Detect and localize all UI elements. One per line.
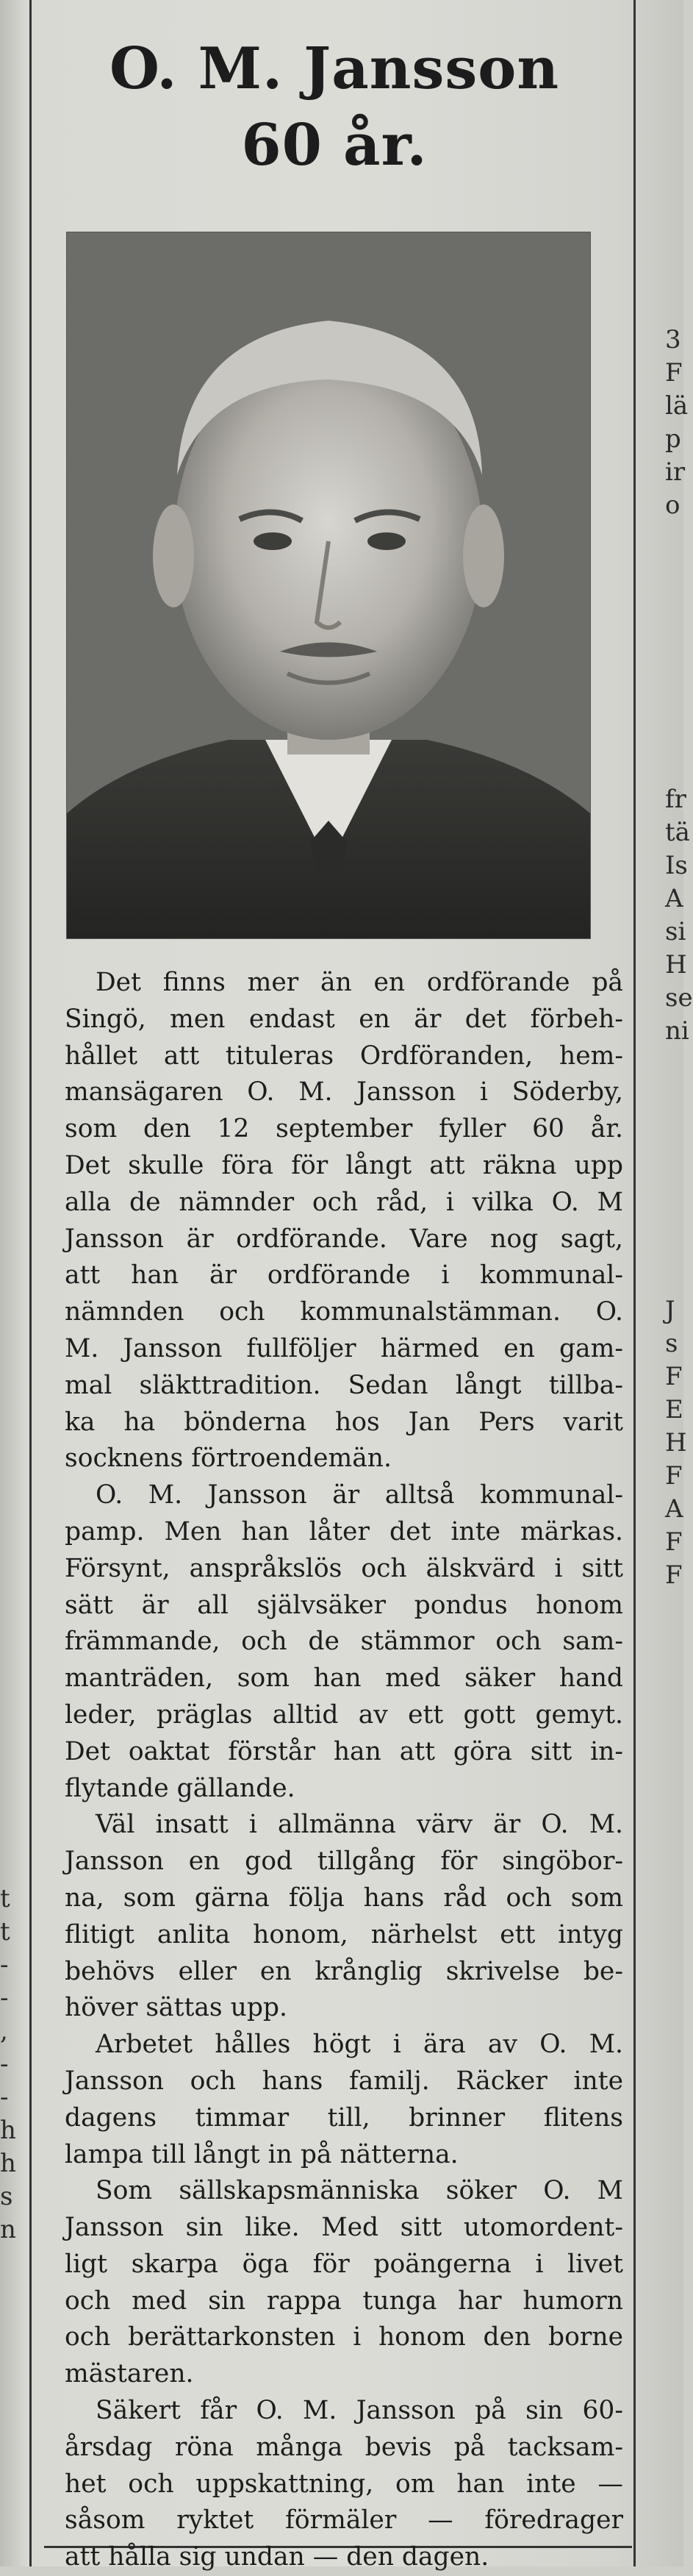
margin-glyph: ir [665,457,686,487]
text-line: Väl insatt i allmänna värv är O. M. [96,1810,623,1840]
text-line: mansägaren O. M. Jansson i Söderby, [65,1077,623,1107]
text-line: Det skulle föra för långt att räkna upp [65,1150,623,1180]
column-rule-left [29,0,32,2566]
text-line: Jansson är ordförande. Vare nog sagt, [65,1224,623,1254]
portrait-illustration [67,232,590,938]
text-line: nämnden och kommunalstämman. O. [65,1297,623,1327]
text-line: flytande gällande. [65,1773,295,1803]
margin-glyph: lä [665,391,689,421]
margin-glyph: tä [665,818,690,847]
text-line: M. Jansson fullföljer härmed en gam- [65,1333,623,1363]
text-line: na, som gärna följa hans råd och som [65,1883,623,1913]
text-line: alla de nämnder och råd, i vilka O. M [65,1187,623,1217]
margin-glyph: ni [665,1016,689,1046]
text-line: behövs eller en krånglig skrivelse be- [65,1956,623,1986]
margin-glyph: , [0,2016,8,2046]
text-line: att han är ordförande i kommunal- [65,1260,623,1291]
portrait-photo [66,232,591,939]
text-line: ka ha bönderna hos Jan Pers varit [65,1407,623,1437]
text-line: Försynt, anspråkslös och älskvärd i sitt [65,1553,623,1583]
text-line: höver sättas upp. [65,1993,287,2023]
margin-glyph: p [665,424,681,454]
article-paragraph [65,2027,623,2173]
text-line: Det finns mer än en ordförande på [96,968,623,997]
text-line: och med sin rappa tunga har humorn [65,2286,623,2316]
margin-glyph: h [0,2149,16,2178]
margin-glyph: t [0,1884,10,1913]
margin-glyph: E [665,1395,683,1424]
margin-glyph: H [665,1428,687,1458]
article-paragraph [65,1807,623,2027]
article-paragraph [65,965,623,1477]
headline-name: O. M. Jansson [109,35,560,102]
text-line: Det oaktat förstår han att göra sitt in- [65,1736,623,1766]
margin-glyph: 3 [665,325,681,354]
margin-glyph: s [665,1329,678,1358]
text-line: pamp. Men han låter det inte märkas. [65,1516,623,1546]
margin-glyph: A [665,1494,683,1524]
text-line: såsom ryktet förmäler — föredrager [65,2505,623,2536]
text-line: Som sällskapsmänniska söker O. M [96,2176,623,2206]
text-line: flitigt anlita honom, närhelst ett intyg [65,1919,623,1949]
left-margin-fragment-1 [0,1883,16,2247]
text-line: Jansson sin like. Med sitt utomordent- [65,2213,623,2243]
right-margin-fragment-3 [665,1294,687,1592]
text-line: socknens förtroendemän. [65,1444,392,1474]
margin-glyph: - [0,1983,9,2013]
article-paragraph [65,1477,623,1807]
margin-glyph: H [665,950,687,980]
text-line: O. M. Jansson är alltså kommunal- [96,1480,623,1510]
article-paragraph [65,2393,623,2576]
text-line: het och uppskattning, om han inte — [65,2469,623,2499]
text-line: sätt är all självsäker pondus honom [65,1590,623,1620]
margin-glyph: fr [665,785,686,814]
text-line: Arbetet hålles högt i ära av O. M. [96,2030,623,2060]
margin-glyph: h [0,2116,16,2145]
text-line: Jansson och hans familj. Räcker inte [65,2066,623,2096]
text-line: lampa till långt in på nätterna. [65,2139,459,2169]
text-line: ligt skarpa öga för poängerna i livet [65,2249,623,2279]
margin-glyph: F [665,358,683,388]
margin-glyph: t [0,1917,10,1947]
article-paragraph [65,2173,623,2393]
margin-glyph: o [665,490,681,520]
text-line: mästaren. [65,2359,194,2389]
margin-glyph: F [665,1560,683,1590]
margin-glyph: s [0,2182,13,2211]
text-line: Jansson en god tillgång för singöbor- [65,1847,623,1877]
right-margin-fragment-2 [665,783,693,1048]
margin-glyph: se [665,983,693,1013]
text-line: att hålla sig undan — den dagen. [65,2542,489,2572]
right-margin-fragment-1 [665,324,688,522]
margin-glyph: J [665,1296,675,1325]
article [44,0,625,184]
text-line: Singö, men endast en är det förbeh- [65,1004,623,1034]
text-line: främmande, och de stämmor och sam- [65,1627,623,1657]
margin-glyph: F [665,1527,683,1557]
margin-glyph: - [0,2049,9,2079]
margin-glyph: si [665,917,686,946]
margin-glyph: F [665,1362,683,1391]
margin-glyph: - [0,1950,9,1980]
margin-glyph: Is [665,851,688,880]
column-rule-right [633,0,636,2566]
margin-glyph: - [0,2083,9,2112]
text-line: dagens timmar till, brinner flitens [65,2102,623,2133]
margin-glyph: n [0,2215,16,2244]
text-line: hållet att tituleras Ordföranden, hem- [65,1041,623,1071]
text-line: leder, präglas alltid av ett gott gemyt. [65,1699,623,1730]
margin-glyph: A [665,884,683,913]
article-body [65,965,623,2576]
text-line: mal släkttradition. Sedan långt tillba- [65,1370,623,1400]
text-line: och berättarkonsten i honom den borne [65,2322,623,2352]
text-line: årsdag röna många bevis på tacksam- [65,2432,623,2462]
headline [44,31,625,184]
text-line: som den 12 september fyller 60 år. [65,1114,623,1144]
margin-glyph: F [665,1461,683,1491]
text-line: manträden, som han med säker hand [65,1663,623,1694]
text-line: Säkert får O. M. Jansson på sin 60- [96,2396,623,2426]
headline-age: 60 år. [241,112,428,179]
